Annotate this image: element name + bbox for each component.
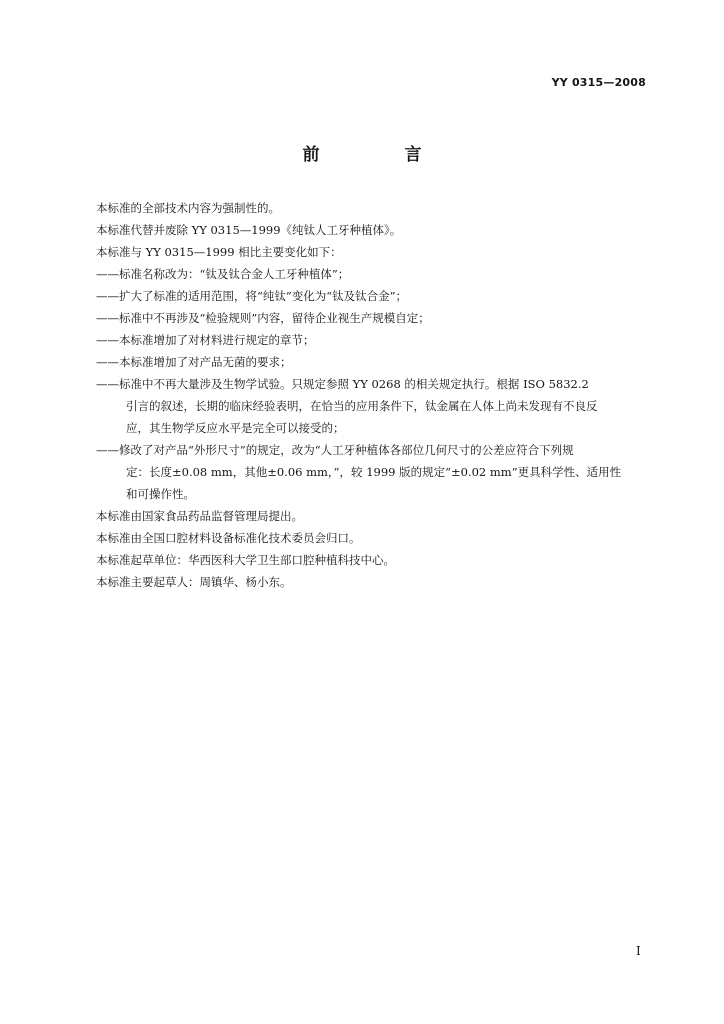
paragraph: 本标准主要起草人：周镇华、杨小东。 <box>96 575 292 589</box>
paragraph: 本标准由全国口腔材料设备标准化技术委员会归口。 <box>96 531 361 545</box>
list-item-continuation: 定：长度±0.08 mm，其他±0.06 mm，”，较 1999 版的规定“±0.02 mm”更具科学性、适用性 <box>126 465 622 479</box>
paragraph: 本标准的全部技术内容为强制性的。 <box>96 201 280 215</box>
list-item: ——扩大了标准的适用范围，将“纯钛”变化为“钛及钛合金”； <box>96 289 408 303</box>
list-item-continuation: 应，其生物学反应水平是完全可以接受的； <box>126 421 345 435</box>
document-code: YY 0315—2008 <box>551 76 646 89</box>
list-item: ——本标准增加了对产品无菌的要求； <box>96 355 292 369</box>
paragraph: 本标准与 YY 0315—1999 相比主要变化如下： <box>96 245 342 259</box>
list-item-continuation: 和可操作性。 <box>126 487 195 501</box>
body-text <box>96 197 652 593</box>
page-number: I <box>636 944 641 958</box>
list-item: ——标准名称改为：“钛及钛合金人工牙种植体”； <box>96 267 350 281</box>
paragraph: 本标准由国家食品药品监督管理局提出。 <box>96 509 303 523</box>
paragraph: 本标准代替并废除 YY 0315—1999《纯钛人工牙种植体》。 <box>96 223 402 237</box>
list-item-continuation: 引言的叙述，长期的临床经验表明，在恰当的应用条件下，钛金属在人体上尚未发现有不良反 <box>126 399 598 413</box>
list-item: ——修改了对产品“外形尺寸”的规定，改为“人工牙种植体各部位几何尺寸的公差应符合下列规 <box>96 443 574 457</box>
paragraph: 本标准起草单位：华西医科大学卫生部口腔种植科技中心。 <box>96 553 395 567</box>
list-item: ——标准中不再大量涉及生物学试验。只规定参照 YY 0268 的相关规定执行。根据 ISO 5832.2 <box>96 377 589 391</box>
list-item: ——本标准增加了对材料进行规定的章节； <box>96 333 315 347</box>
list-item: ——标准中不再涉及“检验规则”内容，留待企业视生产规模自定； <box>96 311 430 325</box>
page-title: 前 言 <box>302 145 456 165</box>
